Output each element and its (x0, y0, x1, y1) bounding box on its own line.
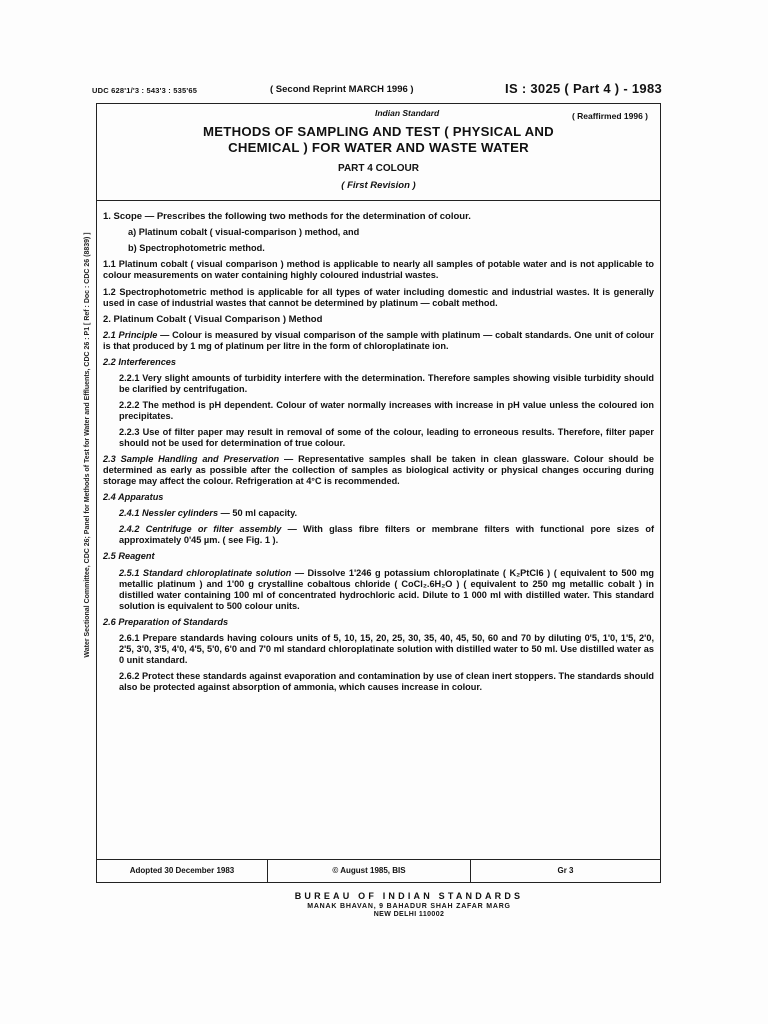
document-box (96, 103, 661, 860)
clause-1-1: 1.1 Platinum cobalt ( visual comparison ) method is applicable to nearly all samples of potable water and is not applicable to colour measurements on water containing highly coloured industrial wastes. (103, 259, 654, 281)
body-text (97, 201, 660, 693)
revision-label: ( First Revision ) (341, 180, 416, 191)
title-line-2: CHEMICAL ) FOR WATER AND WASTE WATER (228, 140, 529, 156)
clause-2-3-text: — Representative samples shall be taken in clean glassware. Colour should be determined as early as possible after the collection of samples as biological activity or physical changes occuring during storage may affect the colour. Refrigeration at 4°C is recommended. (103, 454, 654, 487)
section-1-heading: 1. Scope — Prescribes the following two methods for the determination of colour. (103, 211, 471, 222)
clause-2-6-2: 2.6.2 Protect these standards against evaporation and contamination by use of clean inert stoppers. The standards should also be protected against absorption of ammonia, which causes increase in colour. (119, 670, 654, 692)
clause-2-4-2-label: 2.4.2 Centrifuge or filter assembly (119, 524, 282, 535)
clause-2-5-label: 2.5 Reagent (103, 551, 155, 562)
top-line (92, 82, 662, 98)
clause-2-6-heading (103, 617, 654, 628)
copyright-notice: © August 1985, BIS (268, 860, 471, 882)
reaffirmed-label: ( Reaffirmed 1996 ) (571, 111, 648, 121)
clause-2-4-label: 2.4 Apparatus (103, 492, 164, 503)
clause-2-1-text: — Colour is measured by visual comparison of the sample with platinum — cobalt standards. One unit of colour is that produced by 1 mg of platinum per litre in the form of chloroplatinate ion. (103, 329, 654, 351)
clause-2-4-heading (103, 492, 654, 503)
committee-sidebar (79, 105, 97, 785)
publisher-city: NEW DELHI 110002 (373, 911, 445, 919)
clause-2-3-label: 2.3 Sample Handling and Preservation (103, 454, 280, 465)
clause-2-5-1-label: 2.5.1 Standard chloroplatinate solution (119, 567, 292, 578)
clause-2-1 (103, 330, 654, 352)
clause-2-5-heading (103, 551, 654, 562)
clause-2-2-2: 2.2.2 The method is pH dependent. Colour of water normally increases with increase in pH value unless the coloured ion precipitates. (119, 400, 654, 422)
document-title (97, 124, 660, 157)
publisher-name: BUREAU OF INDIAN STANDARDS (294, 891, 524, 901)
title-line-1: METHODS OF SAMPLING AND TEST ( PHYSICAL AND (203, 124, 554, 139)
committee-reference: Water Sectional Committee, CDC 26; Panel for Methods of Test for Water and Effluents, CDC 26 : P1 [ Ref : Doc : CDC 26 (8839) ] (83, 232, 91, 658)
price-group: Gr 3 (557, 866, 574, 876)
section-2-heading: 2. Platinum Cobalt ( Visual Comparison ) Method (103, 313, 323, 325)
indian-standard-label: Indian Standard (375, 108, 440, 118)
clause-1-2: 1.2 Spectrophotometric method is applicable for all types of water including domestic and industrial wastes. It is generally used in case of industrial wastes that cannot be determined by platinum — cobalt method. (103, 286, 654, 308)
clause-2-2-3: 2.2.3 Use of filter paper may result in removal of some of the colour, leading to erroneous results. Therefore, filter paper should not be used for determination of true colour. (119, 427, 654, 449)
udc-code: UDC 628'1/'3 : 543'3 : 535'65 (92, 86, 198, 95)
clause-2-1-label: 2.1 Principle (103, 329, 158, 340)
part-heading: PART 4 COLOUR (338, 163, 419, 174)
adopted-date: Adopted 30 December 1983 (97, 860, 268, 882)
clause-2-6-1: 2.6.1 Prepare standards having colours units of 5, 10, 15, 20, 25, 30, 35, 40, 45, 50, 60 and 70 by diluting 0'5, 1'0, 1'5, 2'0, 2'5, 3'0, 3'5, 4'0, 4'5, 5'0, 6'0 and 7'0 ml standard chloroplatinate solution with distilled water to 50 ml. Use distilled water as 0 unit standard. (119, 632, 654, 665)
scope-item-b: b) Spectrophotometric method. (128, 243, 265, 254)
clause-2-5-1 (103, 568, 654, 612)
clause-2-2-heading (103, 357, 654, 368)
clause-2-5-1-text: — Dissolve 1'246 g potassium chloroplatinate ( K₂PtCl6 ) ( equivalent to 500 mg metallic platinum ) and 1'00 g crystalline cobaltous chloride ( CoCl₂.6H₂O ) ( equivalent to 250 mg metallic cobalt ) in distilled water containing 100 ml of concentrated hydrochloric acid. Dilute to 1 000 ml with distilled water. This standard solution is equivalent to 500 colour units. (119, 567, 654, 611)
reprint-note: ( Second Reprint MARCH 1996 ) (270, 84, 414, 95)
clause-2-2-label: 2.2 Interferences (103, 357, 177, 368)
scope-item-a: a) Platinum cobalt ( visual-comparison ) method, and (128, 227, 360, 238)
standard-number: IS : 3025 ( Part 4 ) - 1983 (505, 81, 662, 96)
clause-2-4-1 (103, 508, 654, 519)
clause-2-6-label: 2.6 Preparation of Standards (103, 616, 229, 627)
footer-row (96, 860, 661, 883)
publisher-block (0, 891, 768, 920)
clause-2-4-1-label: 2.4.1 Nessler cylinders (119, 508, 219, 519)
clause-2-2-1: 2.2.1 Very slight amounts of turbidity interfere with the determination. Therefore samples showing visible turbidity should be clarified by centrifugation. (119, 373, 654, 395)
clause-2-4-2-text: — With glass fibre filters or membrane filters with functional pore sizes of approximately 0'45 µm. ( see Fig. 1 ). (119, 524, 655, 546)
clause-2-4-2 (103, 524, 654, 546)
title-block (97, 104, 660, 201)
publisher-address: MANAK BHAVAN, 9 BAHADUR SHAH ZAFAR MARG (307, 902, 511, 910)
clause-2-4-1-text: — 50 ml capacity. (218, 508, 298, 519)
clause-2-3 (103, 454, 654, 487)
